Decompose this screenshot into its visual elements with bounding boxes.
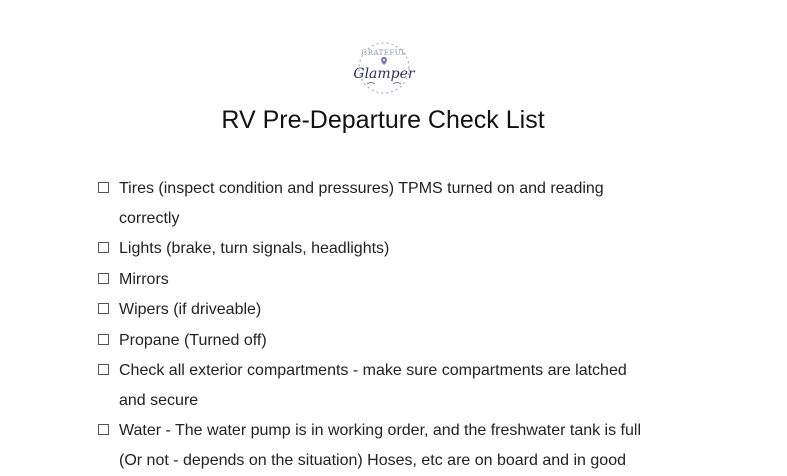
checklist-item-mirrors [97,265,657,295]
checkbox[interactable] [98,334,109,345]
checklist-item-lights [97,234,657,264]
checkbox[interactable] [98,303,109,314]
checkbox[interactable] [98,242,109,253]
checkbox[interactable] [98,182,109,193]
checklist-item-label: Wipers (if driveable) [119,301,262,318]
checklist-item-label: Mirrors [119,270,169,288]
checklist-item-wipers [97,295,657,325]
checklist-item-label: Propane (Turned off) [119,331,267,349]
checklist-item-label: Check all exterior compartments - make sure compartments are latched and secure [119,362,627,409]
checkbox[interactable] [98,364,109,375]
checklist-item-tires [97,174,657,233]
checklist-item-propane [97,326,657,356]
checklist-item-water [97,416,657,475]
checklist [97,174,657,476]
grateful-glamper-logo [355,40,413,96]
logo-script-text: Glamper [353,66,415,82]
checklist-item-label: Tires (inspect condition and pressures) TPMS turned on and reading correctly [119,180,604,227]
page-title: RV Pre-Departure Check List [221,106,545,134]
checklist-item-label: Lights (brake, turn signals, headlights) [119,240,390,257]
logo-top-text: GRATEFUL [361,49,407,57]
checklist-item-label: Water - The water pump is in working order, and the freshwater tank is full (Or not - depends on the situation) Hoses, etc are on board and in good [119,422,642,469]
checkbox[interactable] [98,424,109,435]
logo-graphic [355,40,413,96]
checklist-item-compartments [97,356,657,415]
checkbox[interactable] [98,273,109,284]
